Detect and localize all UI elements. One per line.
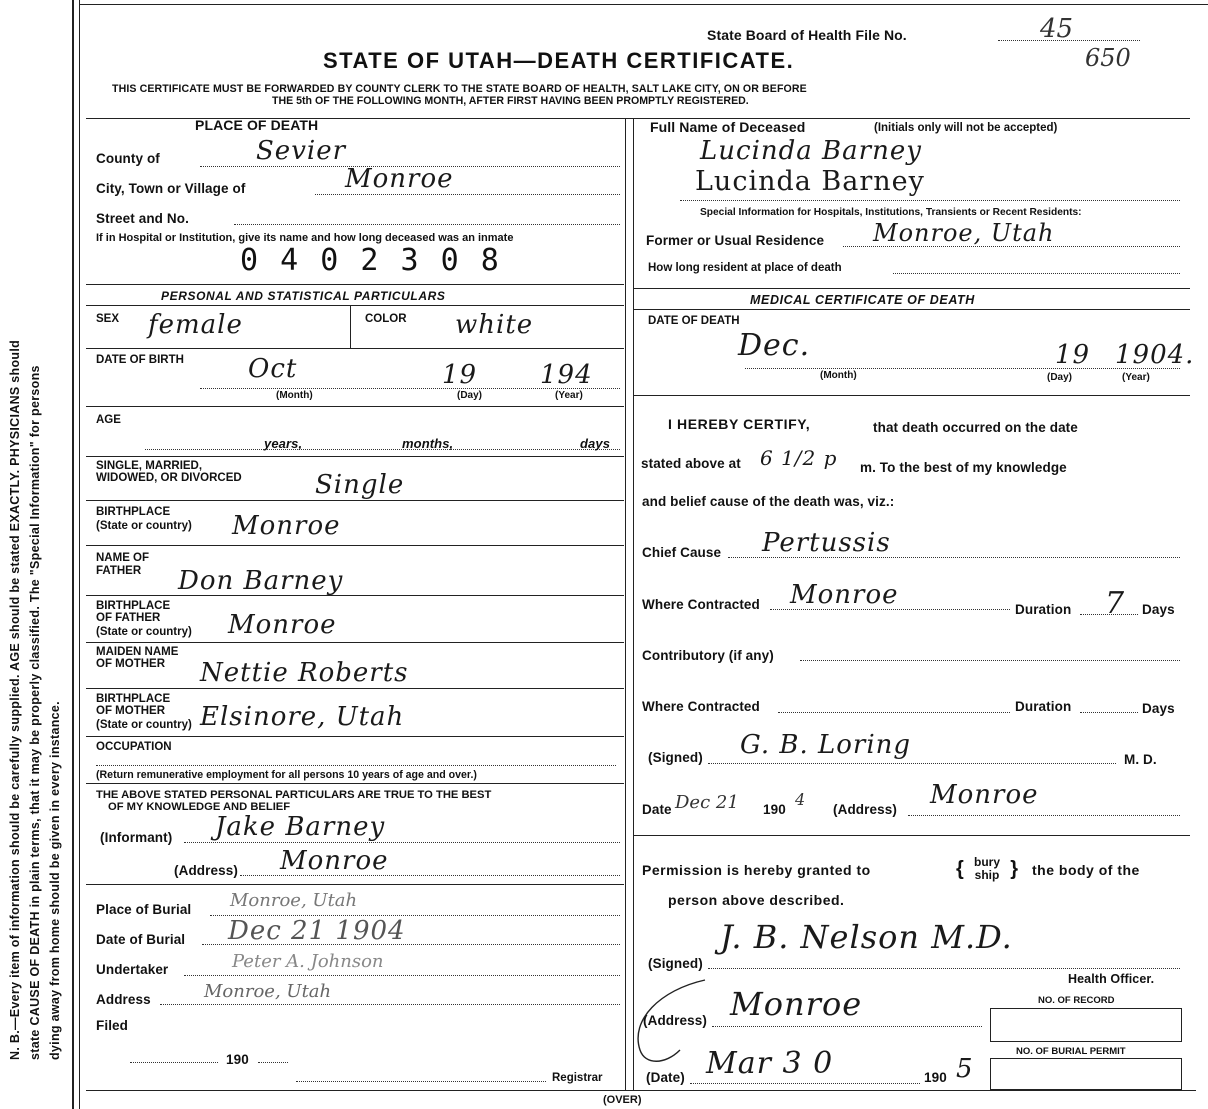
city-line — [315, 194, 620, 195]
street-line — [234, 224, 620, 225]
informant-address-label: (Address) — [174, 863, 238, 878]
age-line — [145, 449, 620, 450]
medical-date-year: 190 — [763, 802, 786, 817]
deceased-name-note: (Initials only will not be accepted) — [874, 122, 1058, 134]
officer-signature[interactable]: J. B. Nelson M.D. — [720, 918, 1013, 956]
mother-rule — [86, 688, 624, 689]
resident-line — [893, 273, 1180, 274]
marital-label-2: WIDOWED, OR DIVORCED — [96, 472, 242, 484]
burial-place-value[interactable]: Monroe, Utah — [230, 890, 358, 911]
father-label-1: NAME OF — [96, 552, 150, 564]
birthplace-value[interactable]: Monroe — [232, 511, 341, 541]
deceased-name-typed: Lucinda Barney — [695, 166, 925, 197]
column-divider-a — [625, 118, 626, 1090]
mother-bp-label-1: BIRTHPLACE — [96, 693, 171, 705]
special-info: Special Information for Hospitals, Institutions, Transients or Recent Residents: — [700, 207, 1082, 218]
certificate-title: STATE OF UTAH—DEATH CERTIFICATE. — [323, 48, 795, 73]
record-no-box[interactable] — [990, 1008, 1182, 1042]
medical-address-label: (Address) — [833, 802, 897, 817]
permit-text3: person above described. — [668, 892, 845, 908]
father-bp-rule — [86, 642, 624, 643]
mother-bp-state: (State or country) — [96, 719, 192, 731]
officer-signed-label: (Signed) — [648, 956, 703, 971]
informant-label: (Informant) — [100, 830, 173, 845]
dob-month[interactable]: Oct — [248, 354, 298, 384]
over-note: (OVER) — [603, 1094, 642, 1106]
registrar-label: Registrar — [552, 1072, 603, 1084]
residence-label: Former or Usual Residence — [646, 233, 825, 248]
physician-signed-line — [708, 763, 1116, 764]
dob-label: DATE OF BIRTH — [96, 354, 184, 366]
dob-day[interactable]: 19 — [442, 360, 478, 390]
medical-date-label: Date — [642, 802, 672, 817]
burial-date-value[interactable]: Dec 21 1904 — [228, 916, 406, 946]
medical-date-year-digit[interactable]: 4 — [795, 790, 806, 809]
stated-rest: m. To the best of my knowledge — [860, 460, 1067, 475]
occupation-rule — [86, 783, 624, 784]
physician-md: M. D. — [1124, 752, 1157, 767]
chief-cause-label: Chief Cause — [642, 545, 722, 560]
contributory-label: Contributory (if any) — [642, 648, 774, 663]
deceased-name-label: Full Name of Deceased — [650, 119, 806, 135]
record-no-label: NO. OF RECORD — [1038, 995, 1115, 1006]
permit-text1: Permission is hereby granted to — [642, 862, 871, 878]
stated-label: stated above at — [641, 456, 741, 471]
extra-number: 650 — [1085, 44, 1131, 72]
duration-value[interactable]: 7 — [1105, 586, 1126, 621]
mother-value[interactable]: Nettie Roberts — [200, 658, 409, 688]
contracted-value[interactable]: Monroe — [790, 580, 899, 610]
color-value[interactable]: white — [455, 310, 534, 340]
filed-year: 190 — [226, 1052, 249, 1067]
certify-bold: I HEREBY CERTIFY, — [668, 416, 811, 432]
burial-permit-box[interactable] — [990, 1058, 1182, 1090]
column-divider-b — [633, 118, 634, 1090]
physician-signed-label: (Signed) — [648, 750, 703, 765]
notice-line2: THE 5th OF THE FOLLOWING MONTH, AFTER FIRST HAVING BEEN PROMPTLY REGISTERED. — [272, 95, 749, 107]
bottom-rule — [86, 1090, 1196, 1091]
marital-label-1: SINGLE, MARRIED, — [96, 460, 203, 472]
medical-date-value[interactable]: Dec 21 — [675, 792, 739, 813]
permit-text2: the body of the — [1032, 862, 1140, 878]
burial-address-line — [160, 1004, 620, 1005]
resident-label: How long resident at place of death — [648, 262, 842, 274]
personal-heading: PERSONAL AND STATISTICAL PARTICULARS — [161, 289, 446, 303]
street-label: Street and No. — [96, 211, 189, 226]
chief-cause-value[interactable]: Pertussis — [762, 528, 891, 558]
sex-color-divider — [350, 306, 351, 348]
mother-label-2: OF MOTHER — [96, 658, 165, 670]
age-years-label: years, — [264, 436, 303, 451]
hospital-label: If in Hospital or Institution, give its name and how long deceased was an inmate — [96, 232, 514, 244]
contributory-line — [800, 660, 1180, 661]
dob-rule — [86, 406, 624, 407]
attest-line1: THE ABOVE STATED PERSONAL PARTICULARS ARE TRUE TO THE BEST — [96, 789, 492, 801]
registrar-line — [296, 1081, 546, 1082]
father-bp-state: (State or country) — [96, 626, 192, 638]
sex-value[interactable]: female — [148, 310, 243, 340]
officer-address-label: (Address) — [643, 1013, 707, 1028]
sex-label: SEX — [96, 313, 120, 325]
dod-year-caption: (Year) — [1122, 372, 1150, 383]
residence-value[interactable]: Monroe, Utah — [873, 219, 1055, 247]
age-rule — [86, 456, 624, 457]
burial-permit-label: NO. OF BURIAL PERMIT — [1016, 1046, 1126, 1057]
notice-line1: THIS CERTIFICATE MUST BE FORWARDED BY COUNTY CLERK TO THE STATE BOARD OF HEALTH, SALT LAKE CITY, ON OR BEFORE — [112, 83, 807, 95]
permit-date-label: (Date) — [646, 1070, 685, 1085]
county-value[interactable]: Sevier — [256, 136, 347, 166]
dod-label: DATE OF DEATH — [648, 315, 740, 327]
burial-address-value[interactable]: Monroe, Utah — [204, 981, 332, 1002]
place-of-death-heading: PLACE OF DEATH — [195, 117, 319, 133]
place-rule — [86, 284, 624, 285]
top-rule — [79, 4, 1208, 5]
dod-day[interactable]: 19 — [1055, 340, 1091, 370]
duration2-days: Days — [1142, 701, 1175, 716]
marital-rule — [86, 500, 624, 501]
dod-month[interactable]: Dec. — [738, 328, 811, 363]
city-label: City, Town or Village of — [96, 181, 246, 196]
dob-year[interactable]: 194 — [540, 360, 593, 390]
birthplace-label: BIRTHPLACE — [96, 506, 171, 518]
margin-rule-inner — [79, 0, 80, 1109]
permit-date-year: 190 — [924, 1070, 947, 1085]
filed-line-b — [258, 1062, 288, 1063]
duration2-label: Duration — [1015, 699, 1072, 714]
informant-value[interactable]: Jake Barney — [215, 812, 386, 842]
dod-month-caption: (Month) — [820, 370, 857, 381]
mother-bp-value[interactable]: Elsinore, Utah — [200, 702, 405, 732]
birthplace-rule — [86, 545, 624, 546]
permit-date-value[interactable]: Mar 3 0 — [706, 1046, 834, 1081]
informant-address-value[interactable]: Monroe — [280, 846, 389, 876]
officer-address-value[interactable]: Monroe — [730, 985, 863, 1023]
dod-line — [745, 368, 1180, 369]
margin-note-line1: N. B.—Every item of information should be carefully supplied. AGE should be stated EXACTLY. PHYSICIANS should — [8, 339, 22, 1060]
sex-rule — [86, 348, 624, 349]
color-label: COLOR — [365, 313, 407, 325]
mother-bp-label-2: OF MOTHER — [96, 705, 165, 717]
undertaker-value[interactable]: Peter A. Johnson — [232, 951, 384, 972]
age-months-label: months, — [402, 436, 454, 451]
birthplace-state: (State or country) — [96, 520, 192, 532]
health-officer-label: Health Officer. — [1068, 972, 1155, 986]
informant-line — [184, 842, 620, 843]
dod-rule — [634, 395, 1190, 396]
burial-date-label: Date of Burial — [96, 932, 186, 947]
father-value[interactable]: Don Barney — [178, 566, 344, 596]
officer-address-line — [712, 1026, 982, 1027]
contracted-label: Where Contracted — [642, 597, 760, 612]
county-label: County of — [96, 151, 160, 166]
occupation-label: OCCUPATION — [96, 741, 172, 753]
contracted2-label: Where Contracted — [642, 699, 760, 714]
father-label-2: FATHER — [96, 565, 142, 577]
medical-address-value[interactable]: Monroe — [930, 780, 1039, 810]
age-label: AGE — [96, 414, 121, 426]
father-rule — [86, 595, 624, 596]
deceased-name-value[interactable]: Lucinda Barney — [700, 136, 922, 166]
medical-bottom-rule — [634, 835, 1190, 836]
mother-label-1: MAIDEN NAME — [96, 646, 179, 658]
bury-ship-options: { } bury ship — [956, 855, 1018, 882]
dod-year[interactable]: 1904. — [1115, 340, 1195, 370]
filed-label: Filed — [96, 1018, 129, 1033]
dob-day-caption: (Day) — [457, 390, 483, 401]
margin-note-line3: dying away from home should be given in every instance. — [48, 701, 62, 1060]
dob-month-caption: (Month) — [276, 390, 313, 401]
file-no-label: State Board of Health File No. — [707, 27, 907, 43]
burial-place-label: Place of Burial — [96, 902, 192, 917]
permit-date-line — [690, 1083, 920, 1084]
officer-signed-line — [708, 968, 1180, 969]
name-line — [680, 200, 1180, 201]
occupation-note: (Return remunerative employment for all persons 10 years of age and over.) — [96, 769, 477, 781]
father-bp-label-2: OF FATHER — [96, 612, 161, 624]
marital-value[interactable]: Single — [315, 470, 405, 500]
burial-address-label: Address — [96, 992, 151, 1007]
margin-rule-outer — [72, 0, 74, 1109]
attest-line2: OF MY KNOWLEDGE AND BELIEF — [108, 801, 291, 813]
father-bp-value[interactable]: Monroe — [228, 610, 337, 640]
ship-option: ship — [974, 868, 1000, 882]
duration-days: Days — [1142, 602, 1175, 617]
belief-label: and belief cause of the death was, viz.: — [642, 494, 895, 509]
age-days-label: days — [580, 436, 611, 451]
undertaker-line — [184, 975, 620, 976]
bury-option: bury — [973, 855, 1000, 869]
serial-number: 0 4 0 2 3 0 8 — [240, 243, 501, 278]
medical-rule-top — [634, 288, 1190, 289]
dob-line — [200, 388, 620, 389]
informant-rule — [86, 884, 624, 885]
medical-rule — [634, 309, 1190, 310]
dod-day-caption: (Day) — [1047, 372, 1073, 383]
medical-heading: MEDICAL CERTIFICATE OF DEATH — [750, 293, 975, 307]
city-value[interactable]: Monroe — [345, 164, 454, 194]
permit-date-year-digit[interactable]: 5 — [956, 1054, 974, 1084]
duration-label: Duration — [1015, 602, 1072, 617]
stated-time[interactable]: 6 1/2 p — [760, 446, 838, 470]
contracted2-line — [778, 712, 1010, 713]
physician-signature[interactable]: G. B. Loring — [740, 730, 912, 760]
duration2-line — [1080, 712, 1138, 713]
dob-year-caption: (Year) — [555, 390, 583, 401]
margin-note-line2: state CAUSE OF DEATH in plain terms, that it may be properly classified. The "Special Information" for persons — [28, 365, 42, 1060]
undertaker-label: Undertaker — [96, 962, 169, 977]
occupation-line — [96, 765, 616, 766]
certify-rest: that death occurred on the date — [873, 420, 1078, 435]
signature-flourish — [620, 970, 710, 1070]
filed-line-a — [130, 1062, 218, 1063]
personal-rule — [86, 305, 624, 306]
father-bp-label-1: BIRTHPLACE — [96, 600, 171, 612]
file-no-value: 45 — [1040, 14, 1074, 44]
medical-address-line — [908, 815, 1180, 816]
mother-bp-rule — [86, 736, 624, 737]
